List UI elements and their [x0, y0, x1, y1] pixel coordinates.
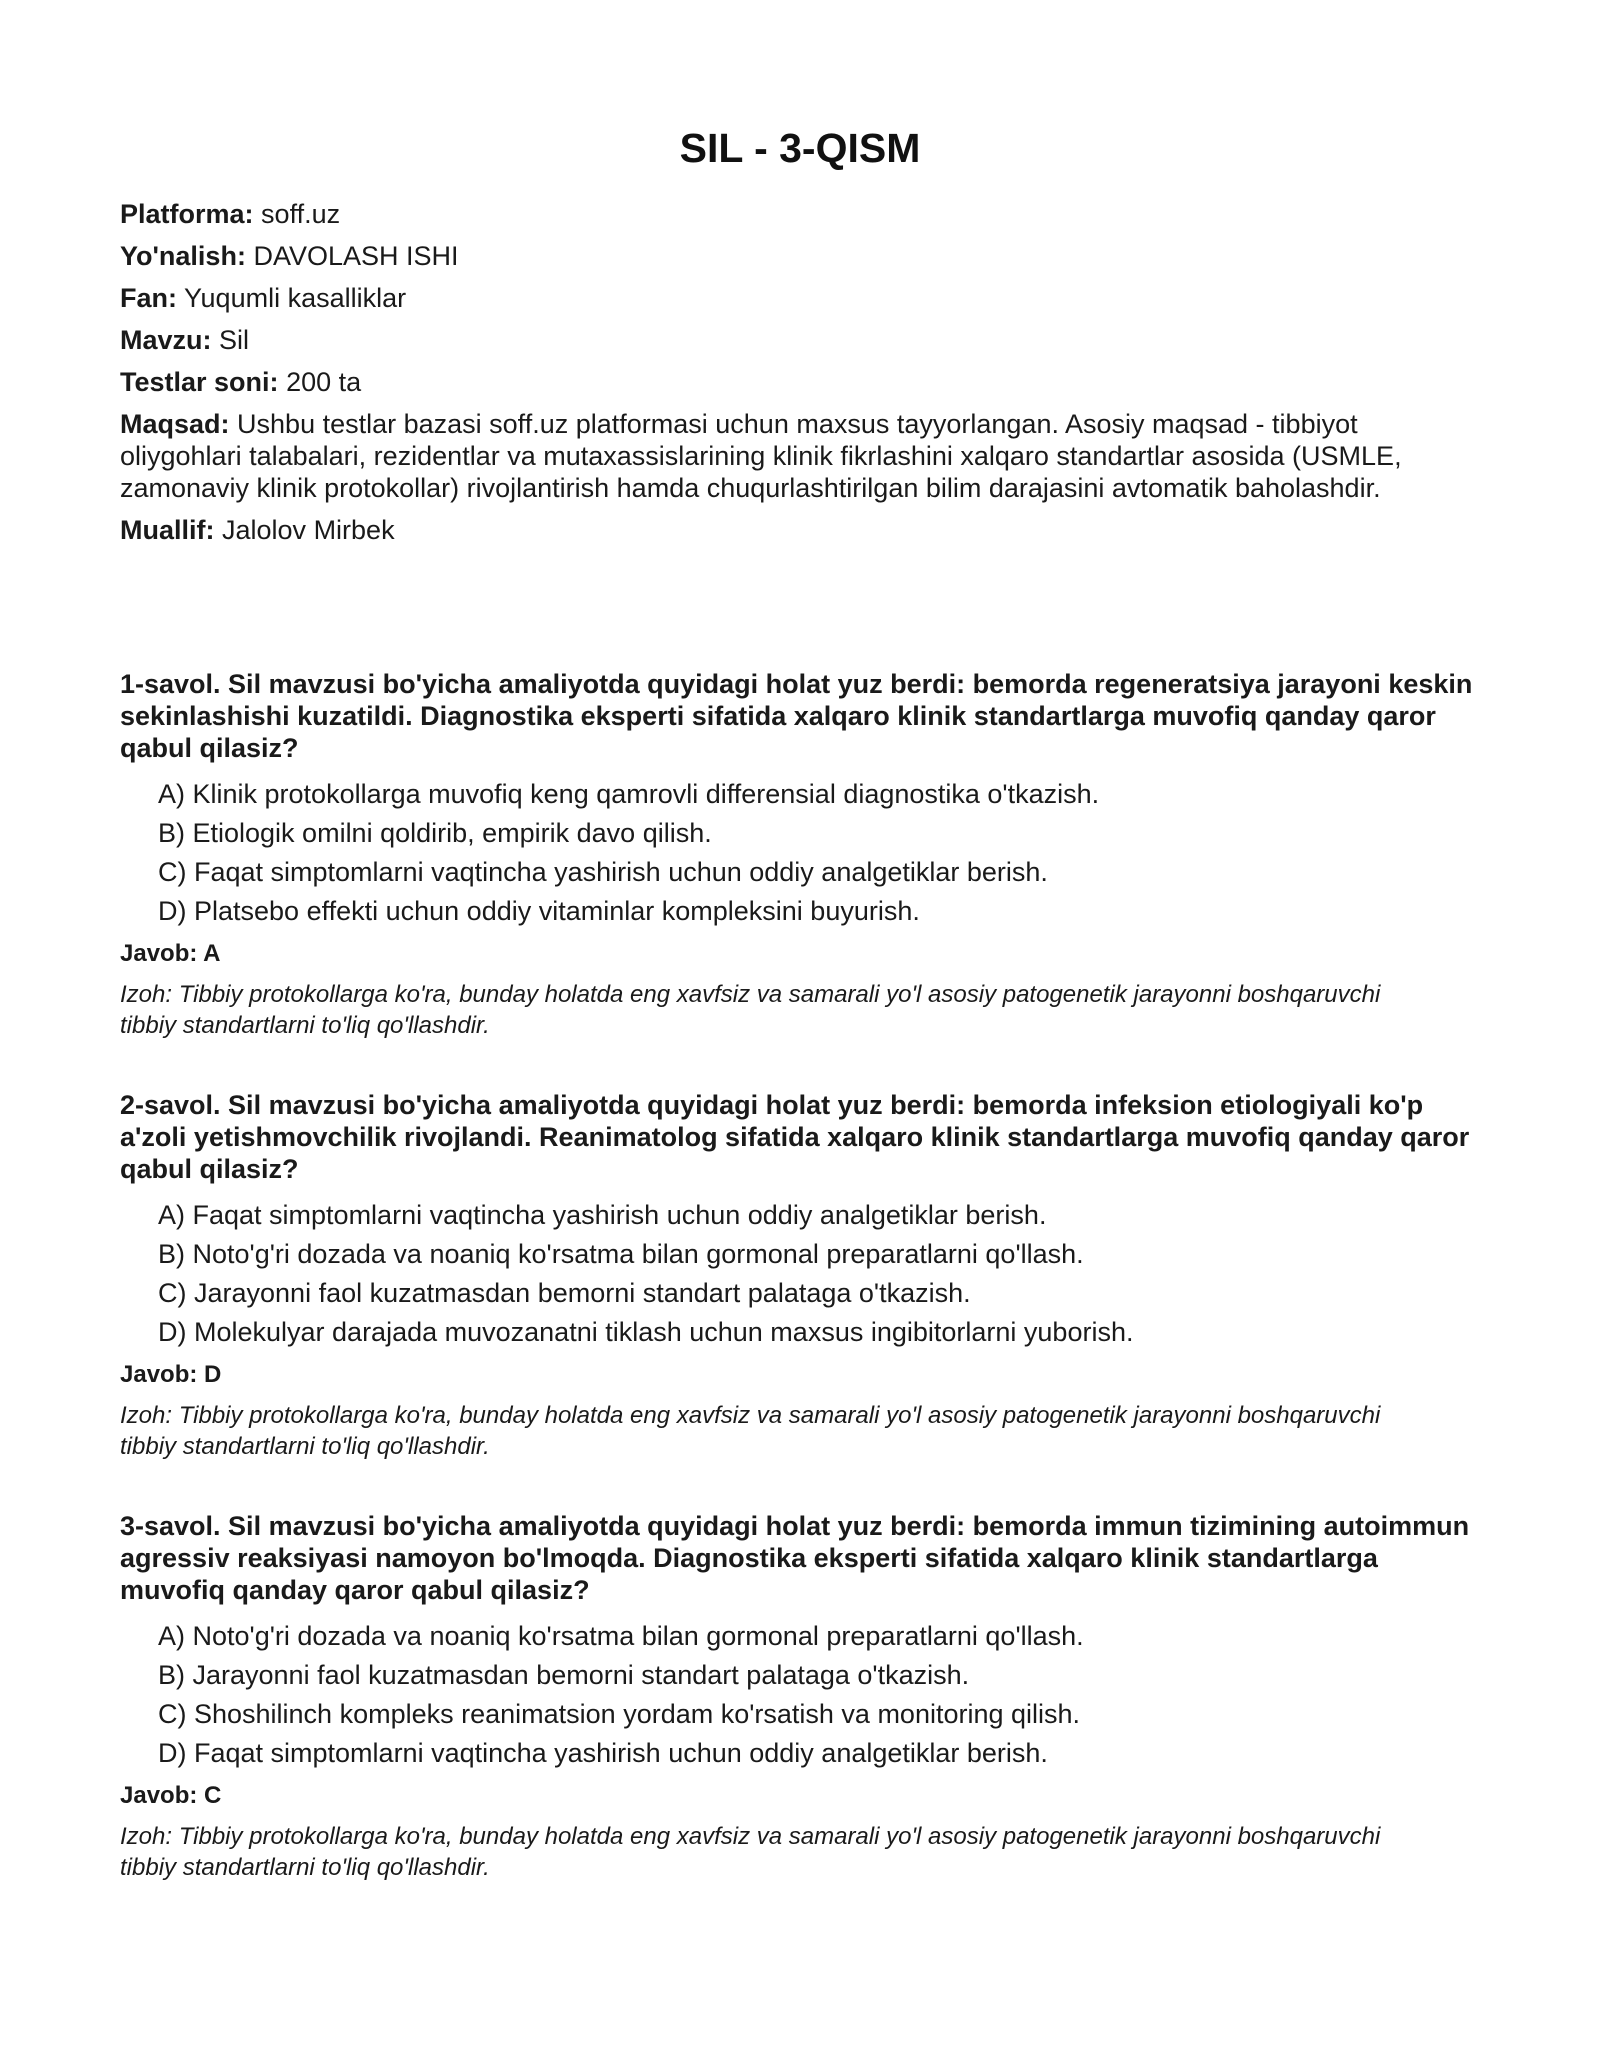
- question-list: [120, 668, 1480, 1931]
- option-d: D) Faqat simptomlarni vaqtincha yashirish uchun oddiy analgetiklar berish.: [158, 1738, 1048, 1768]
- meta-platform-label: Platforma:: [120, 199, 254, 229]
- meta-direction-value: DAVOLASH ISHI: [253, 241, 459, 271]
- option-c: C) Jarayonni faol kuzatmasdan bemorni standart palataga o'tkazish.: [158, 1278, 971, 1308]
- meta-subject-label: Fan:: [120, 283, 177, 313]
- meta-author: [120, 514, 1460, 546]
- option-d: D) Platsebo effekti uchun oddiy vitaminlar kompleksini buyurish.: [158, 896, 920, 926]
- meta-count: [120, 366, 1460, 398]
- meta-count-value: 200 ta: [286, 367, 362, 397]
- meta-topic: [120, 324, 1460, 356]
- meta-platform-value: soff.uz: [261, 199, 341, 229]
- explanation-text: Izoh: Tibbiy protokollarga ko'ra, bunday holatda eng xavfsiz va samarali yo'l asosiy patogenetik jarayonni boshqaruvchi tibbiy standartlarni to'liq qo'llashdir.: [120, 1402, 1381, 1460]
- document-metadata: [120, 198, 1460, 556]
- question-3: [120, 1510, 1480, 1883]
- meta-topic-label: Mavzu:: [120, 325, 212, 355]
- option-a: A) Faqat simptomlarni vaqtincha yashirish uchun oddiy analgetiklar berish.: [158, 1200, 1047, 1230]
- explanation-text: Izoh: Tibbiy protokollarga ko'ra, bunday holatda eng xavfsiz va samarali yo'l asosiy patogenetik jarayonni boshqaruvchi tibbiy standartlarni to'liq qo'llashdir.: [120, 981, 1381, 1039]
- meta-goal-value: Ushbu testlar bazasi soff.uz platformasi uchun maxsus tayyorlangan. Asosiy maqsad - tibbiyot oliygohlari talabalari, rezidentlar va mutaxassislarining klinik fikrlashini xalqaro standartlar asosida (USMLE, zamonaviy klinik protokollar) rivojlantirish hamda chuqurlashtirilgan bilim darajasini avtomatik baholashdir.: [120, 409, 1402, 503]
- question-text: 3-savol. Sil mavzusi bo'yicha amaliyotda quyidagi holat yuz berdi: bemorda immun tizimining autoimmun agressiv reaksiyasi namoyon bo'lmoqda. Diagnostika eksperti sifatida xalqaro klinik standartlarga muvofiq qanday qaror qabul qilasiz?: [120, 1511, 1470, 1605]
- meta-goal: [120, 408, 1460, 504]
- meta-direction-label: Yo'nalish:: [120, 241, 246, 271]
- option-list: [120, 1620, 1480, 1769]
- meta-goal-label: Maqsad:: [120, 409, 230, 439]
- meta-count-label: Testlar soni:: [120, 367, 279, 397]
- answer-label: Javob: C: [120, 1782, 222, 1809]
- option-c: C) Faqat simptomlarni vaqtincha yashirish uchun oddiy analgetiklar berish.: [158, 857, 1048, 887]
- answer-label: Javob: D: [120, 1361, 222, 1388]
- meta-direction: [120, 240, 1460, 272]
- page-title: SIL - 3-QISM: [679, 125, 921, 171]
- meta-author-value: Jalolov Mirbek: [222, 515, 395, 545]
- option-a: A) Klinik protokollarga muvofiq keng qamrovli differensial diagnostika o'tkazish.: [158, 779, 1100, 809]
- meta-platform: [120, 198, 1460, 230]
- meta-author-label: Muallif:: [120, 515, 215, 545]
- option-c: C) Shoshilinch kompleks reanimatsion yordam ko'rsatish va monitoring qilish.: [158, 1699, 1081, 1729]
- question-1: [120, 668, 1480, 1041]
- explanation-text: Izoh: Tibbiy protokollarga ko'ra, bunday holatda eng xavfsiz va samarali yo'l asosiy patogenetik jarayonni boshqaruvchi tibbiy standartlarni to'liq qo'llashdir.: [120, 1823, 1381, 1881]
- option-b: B) Noto'g'ri dozada va noaniq ko'rsatma bilan gormonal preparatlarni qo'llash.: [158, 1239, 1084, 1269]
- option-list: [120, 1199, 1480, 1348]
- question-text: 1-savol. Sil mavzusi bo'yicha amaliyotda quyidagi holat yuz berdi: bemorda regeneratsiya jarayoni keskin sekinlashishi kuzatildi. Diagnostika eksperti sifatida xalqaro klinik standartlarga muvofiq qanday qaror qabul qilasiz?: [120, 669, 1473, 763]
- meta-topic-value: Sil: [219, 325, 250, 355]
- meta-subject-value: Yuqumli kasalliklar: [184, 283, 407, 313]
- question-text: 2-savol. Sil mavzusi bo'yicha amaliyotda quyidagi holat yuz berdi: bemorda infeksion etiologiyali ko'p a'zoli yetishmovchilik rivojlandi. Reanimatolog sifatida xalqaro klinik standartlarga muvofiq qanday qaror qabul qilasiz?: [120, 1090, 1470, 1184]
- option-b: B) Etiologik omilni qoldirib, empirik davo qilish.: [158, 818, 712, 848]
- answer-label: Javob: A: [120, 940, 221, 967]
- option-b: B) Jarayonni faol kuzatmasdan bemorni standart palataga o'tkazish.: [158, 1660, 970, 1690]
- meta-subject: [120, 282, 1460, 314]
- question-2: [120, 1089, 1480, 1462]
- option-list: [120, 778, 1480, 927]
- option-d: D) Molekulyar darajada muvozanatni tiklash uchun maxsus ingibitorlarni yuborish.: [158, 1317, 1134, 1347]
- option-a: A) Noto'g'ri dozada va noaniq ko'rsatma bilan gormonal preparatlarni qo'llash.: [158, 1621, 1084, 1651]
